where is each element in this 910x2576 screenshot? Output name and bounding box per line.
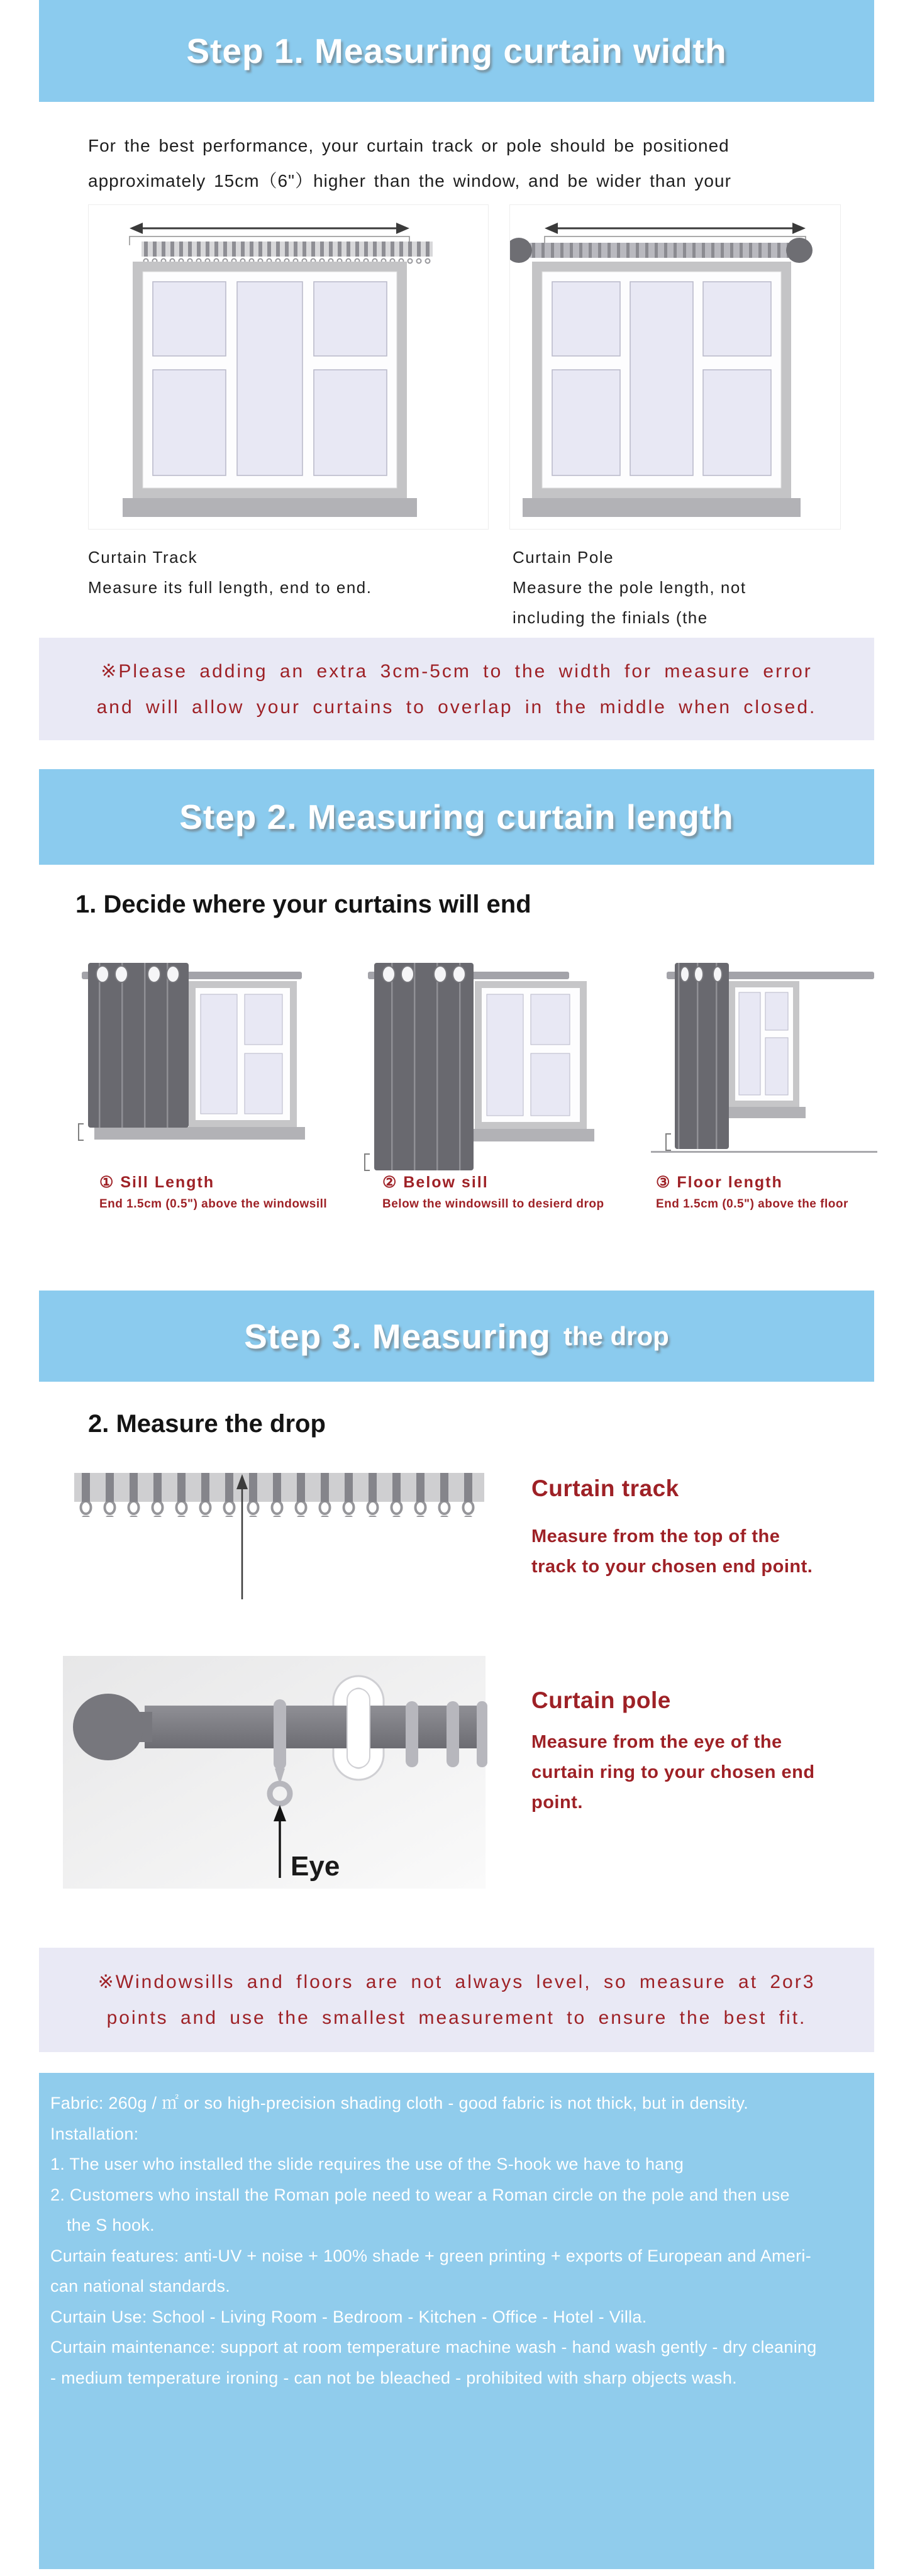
window	[123, 262, 417, 517]
window-pane	[531, 994, 570, 1045]
curtain-pole-caption-body2: including the finials (the	[513, 608, 708, 627]
curtain-pole-line2: curtain ring to your chosen end	[531, 1762, 815, 1782]
curtain-track-illustration	[89, 205, 487, 528]
windowsill	[123, 498, 417, 517]
curtain-track-caption-title: Curtain Track	[88, 548, 198, 567]
window-pane	[314, 282, 387, 356]
level-note-box	[39, 1948, 874, 2052]
arrow-left-head-icon	[130, 223, 143, 234]
step1-intro	[88, 128, 855, 199]
window	[729, 981, 799, 1107]
curtain-track-line1: Measure from the top of the	[531, 1526, 780, 1546]
step3-subheading: 2. Measure the drop	[88, 1410, 326, 1438]
track-band	[141, 242, 433, 257]
width-note-line1: ※Please adding an extra 3cm-5cm to the width for measure error	[101, 660, 813, 682]
pole-drop-illustration	[63, 1654, 487, 1890]
window	[475, 981, 587, 1129]
track-band	[74, 1473, 484, 1502]
footer-maintenance-line2: - medium temperature ironing - can not be bleached - prohibited with sharp objects wash.	[50, 2368, 737, 2387]
footer-fabric-line: Fabric: 260g / ㎡ or so high-precision shading cloth - good fabric is not thick, but in density.	[50, 2094, 749, 2112]
window-pane	[703, 282, 771, 356]
window-pane	[703, 370, 771, 475]
window-pane	[245, 994, 282, 1045]
curtain-track-caption-body: Measure its full length, end to end.	[88, 578, 372, 597]
window-pane	[153, 282, 226, 356]
curtain-track-line2: track to your chosen end point.	[531, 1557, 813, 1577]
window-pane	[765, 992, 788, 1030]
curtain-panel	[374, 963, 474, 1170]
window	[523, 262, 801, 517]
footer-install-step2: 2. Customers who install the Roman pole need to wear a Roman circle on the pole and then use	[50, 2185, 790, 2204]
window-pane	[487, 994, 523, 1116]
bracket-front-arm	[347, 1689, 370, 1768]
curtain-pole-figure	[509, 204, 841, 530]
window-pane	[765, 1038, 788, 1095]
footer-install-step2b: the S hook.	[67, 2216, 155, 2235]
track-drop-illustration	[74, 1470, 489, 1606]
curtain-track-text	[531, 1475, 884, 1582]
window-pane	[552, 370, 620, 475]
curtain-pole-line1: Measure from the eye of the	[531, 1732, 782, 1752]
eye-label: Eye	[291, 1851, 340, 1882]
arrow-right-head-icon	[396, 223, 409, 234]
footer-installation-line: Installation:	[50, 2124, 139, 2143]
arrow-left-head-icon	[545, 223, 558, 234]
below-sill-caption	[382, 1171, 646, 1214]
footer-use-line: Curtain Use: School - Living Room - Bedroom - Kitchen - Office - Hotel - Villa.	[50, 2307, 647, 2326]
pole-bar	[145, 1706, 486, 1748]
below-sill-desc: Below the windowsill to desierd drop	[382, 1197, 604, 1211]
curtain-pole-heading: Curtain pole	[531, 1687, 671, 1713]
product-details-footer	[39, 2073, 874, 2569]
pole-finial-left	[510, 238, 532, 263]
window-pane	[201, 994, 237, 1114]
step2-banner-title: Step 2. Measuring curtain length	[179, 797, 734, 836]
curtain-pole-caption	[513, 542, 871, 633]
curtain-pole-text	[531, 1687, 884, 1818]
curtain-pole-illustration	[510, 205, 839, 528]
sill-length-title: ① Sill Length	[99, 1174, 215, 1191]
curtain-ring	[406, 1701, 418, 1767]
footer-maintenance-line1: Curtain maintenance: support at room temperature machine wash - hand wash gently - dry cleaning	[50, 2338, 817, 2357]
step1-banner	[39, 0, 874, 102]
track-hook-loops	[74, 1502, 484, 1517]
end-point-bracket	[666, 1134, 671, 1150]
windowsill	[721, 1107, 806, 1118]
window-pane	[237, 282, 302, 475]
end-point-bracket	[79, 1124, 84, 1140]
curtain-track-figure	[88, 204, 489, 530]
footer-features-line2: can national standards.	[50, 2277, 231, 2296]
grommets	[680, 967, 722, 982]
step3-banner-subtitle: the drop	[563, 1321, 669, 1351]
window-pane	[153, 370, 226, 475]
windowsill	[94, 1127, 305, 1140]
pole-bar	[530, 243, 794, 258]
step3-banner-title: Step 3. Measuring	[244, 1316, 551, 1356]
window-pane	[314, 370, 387, 475]
curtain-pole-caption-body1: Measure the pole length, not	[513, 578, 746, 597]
sill-length-caption	[99, 1171, 363, 1214]
end-point-bracket	[365, 1154, 370, 1170]
arrow-right-head-icon	[792, 223, 806, 234]
pole-finial-right	[786, 238, 813, 263]
curtain-track-caption	[88, 542, 491, 602]
curtain-panel	[675, 963, 729, 1149]
window-pane	[630, 282, 693, 475]
step1-intro-line1: For the best performance, your curtain track or pole should be positioned	[88, 136, 730, 155]
step3-banner	[39, 1291, 874, 1382]
sill-length-desc: End 1.5cm (0.5") above the windowsill	[99, 1197, 328, 1211]
curtain-ring	[274, 1699, 286, 1770]
width-note-box	[39, 638, 874, 740]
step1-banner-title: Step 1. Measuring curtain width	[186, 31, 727, 70]
illustration-background	[63, 1656, 486, 1889]
floor-length-desc: End 1.5cm (0.5") above the floor	[656, 1197, 848, 1211]
below-sill-title: ② Below sill	[382, 1174, 489, 1191]
window-pane	[531, 1053, 570, 1116]
step2-subheading: 1. Decide where your curtains will end	[75, 891, 531, 918]
curtain-track-heading: Curtain track	[531, 1475, 679, 1501]
below-sill-illustration	[358, 959, 604, 1176]
footer-install-step1: 1. The user who installed the slide requires the use of the S-hook we have to hang	[50, 2155, 684, 2174]
floor-length-illustration	[651, 959, 896, 1160]
width-measure-arrow	[545, 223, 806, 245]
curtain-pole-line3: point.	[531, 1792, 583, 1813]
window	[189, 981, 297, 1127]
level-note-line2: points and use the smallest measurement to ensure the best fit.	[106, 2007, 807, 2028]
footer-features-line1: Curtain features: anti-UV + noise + 100% shade + green printing + exports of European and Ameri-	[50, 2246, 812, 2265]
sill-length-illustration	[66, 959, 311, 1148]
window-pane	[245, 1053, 282, 1114]
level-note-line1: ※Windowsills and floors are not always level, so measure at 2or3	[97, 1972, 816, 1992]
window-pane	[739, 992, 760, 1095]
curtain-pole-caption-title: Curtain Pole	[513, 548, 614, 567]
step1-intro-line2: approximately 15cm（6"）higher than the window, and be wider than your	[88, 171, 731, 191]
step2-banner	[39, 769, 874, 865]
floor-line	[651, 1151, 877, 1153]
pole-finial	[73, 1694, 143, 1760]
curtain-ring	[477, 1701, 487, 1767]
floor-length-caption	[656, 1171, 910, 1214]
window-pane	[552, 282, 620, 356]
floor-length-title: ③ Floor length	[656, 1174, 783, 1191]
width-note-line2: and will allow your curtains to overlap in the middle when closed.	[96, 696, 817, 718]
curtain-ring	[447, 1701, 459, 1767]
windowsill	[523, 498, 801, 517]
curtain-panel	[88, 963, 189, 1128]
